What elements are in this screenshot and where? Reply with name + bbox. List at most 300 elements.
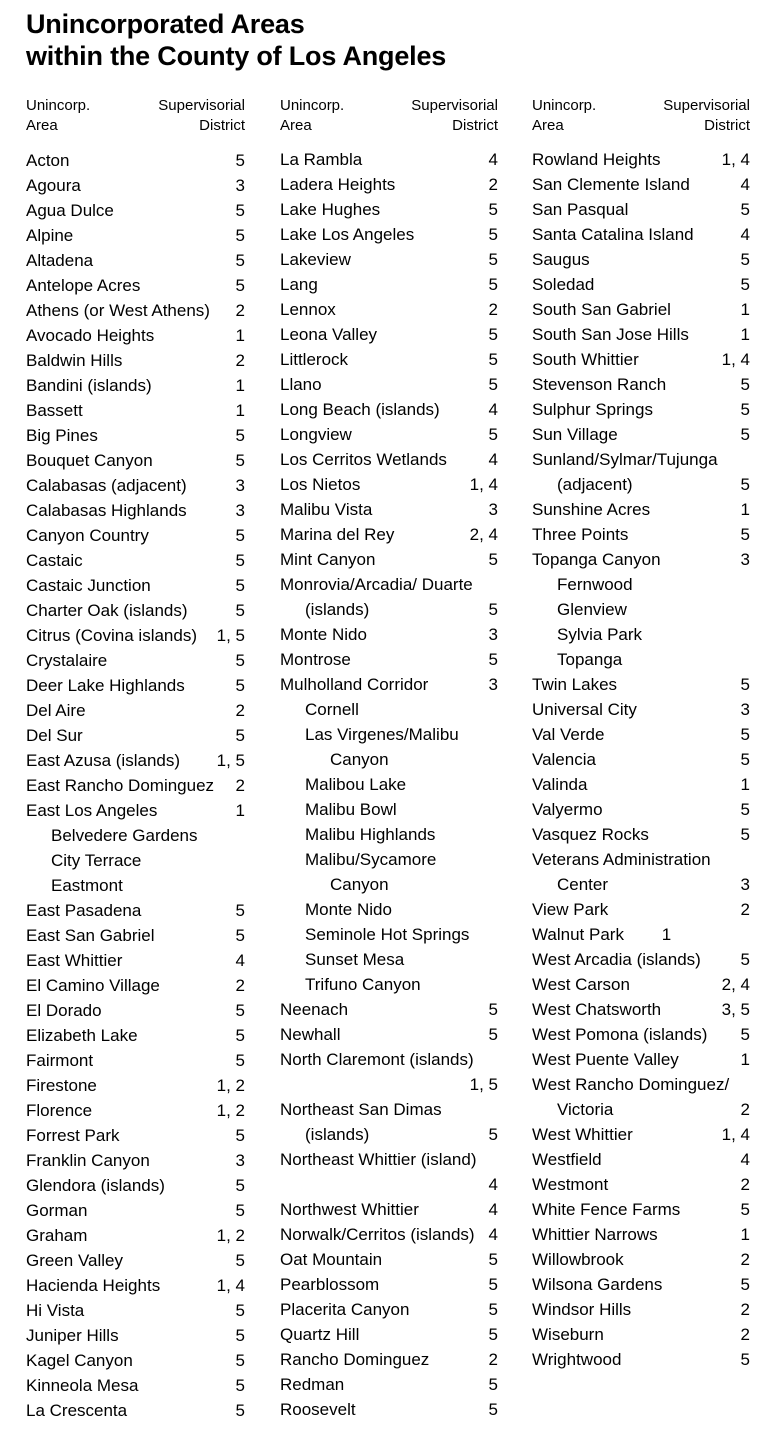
- area-name: Green Valley: [26, 1251, 124, 1270]
- area-name: Glendora (islands): [26, 1176, 165, 1195]
- area-name: Valinda: [532, 775, 588, 794]
- table-row: [26, 1023, 245, 1048]
- area-name: Alpine: [26, 226, 74, 245]
- district-number: 5: [235, 576, 245, 595]
- area-name: Cornell: [305, 700, 359, 719]
- table-row: [532, 497, 750, 522]
- table-row: [26, 448, 245, 473]
- district-number: 5: [488, 1000, 498, 1019]
- area-name: Lakeview: [280, 250, 351, 269]
- table-row: [532, 647, 750, 672]
- table-row: [26, 173, 245, 198]
- area-name: Newhall: [280, 1025, 341, 1044]
- table-row: [532, 997, 750, 1022]
- area-name: South San Jose Hills: [532, 325, 689, 344]
- district-number: 5: [488, 1375, 498, 1394]
- table-row: [26, 1173, 245, 1198]
- area-list: [532, 147, 750, 1372]
- area-name: Antelope Acres: [26, 276, 141, 295]
- area-name: White Fence Farms: [532, 1200, 681, 1219]
- table-row: [26, 1248, 245, 1273]
- area-name: San Clemente Island: [532, 175, 690, 194]
- district-number: 3: [235, 1151, 245, 1170]
- district-number: 5: [235, 201, 245, 220]
- district-number: 5: [235, 1401, 245, 1420]
- area-name: Glenview: [557, 600, 627, 619]
- district-number: 5: [235, 1126, 245, 1145]
- district-number: 3: [488, 500, 498, 519]
- table-row: [532, 622, 750, 647]
- area-name: Lake Los Angeles: [280, 225, 415, 244]
- table-row: [280, 622, 498, 647]
- district-number: 1: [235, 401, 245, 420]
- district-number: 5: [488, 650, 498, 669]
- district-number: 5: [488, 200, 498, 219]
- area-name: Castaic Junction: [26, 576, 151, 595]
- area-name: (islands): [305, 600, 370, 619]
- district-number: 2: [740, 1300, 750, 1319]
- area-name: Sylvia Park: [557, 625, 643, 644]
- table-row: [280, 672, 498, 697]
- district-number: 5: [740, 375, 750, 394]
- area-name: Hi Vista: [26, 1301, 85, 1320]
- area-name: West Whittier: [532, 1125, 633, 1144]
- area-name: East Los Angeles: [26, 801, 158, 820]
- district-number: 2: [740, 1175, 750, 1194]
- table-row: [280, 1022, 498, 1047]
- table-row: [26, 523, 245, 548]
- table-row: [26, 1223, 245, 1248]
- table-row: [26, 798, 245, 823]
- table-row: [280, 872, 498, 897]
- table-row: [26, 1298, 245, 1323]
- district-number: 5: [235, 1376, 245, 1395]
- area-name: Kinneola Mesa: [26, 1376, 139, 1395]
- table-row: [26, 473, 245, 498]
- table-row: [26, 1373, 245, 1398]
- district-number: 5: [235, 1001, 245, 1020]
- district-number: 5: [488, 375, 498, 394]
- table-row: [26, 1273, 245, 1298]
- table-row: [26, 1398, 245, 1423]
- table-row: [26, 948, 245, 973]
- area-name: Baldwin Hills: [26, 351, 123, 370]
- district-number: 5: [235, 251, 245, 270]
- district-number: 5: [235, 1026, 245, 1045]
- district-number: 5: [235, 426, 245, 445]
- table-row: [280, 397, 498, 422]
- district-number: 5: [488, 425, 498, 444]
- area-name: Wiseburn: [532, 1325, 604, 1344]
- area-name: Bassett: [26, 401, 83, 420]
- table-row: [26, 598, 245, 623]
- table-row: [280, 1372, 498, 1397]
- district-number: 2: [235, 301, 245, 320]
- district-number: 1: [235, 376, 245, 395]
- area-name: Rowland Heights: [532, 150, 661, 169]
- table-row: [26, 748, 245, 773]
- area-name: Trifuno Canyon: [305, 975, 421, 994]
- table-row: [532, 747, 750, 772]
- area-name: La Rambla: [280, 150, 363, 169]
- area-name: West Pomona (islands): [532, 1025, 708, 1044]
- table-row: [532, 547, 750, 572]
- area-name: La Crescenta: [26, 1401, 128, 1420]
- district-number: 5: [740, 725, 750, 744]
- page-title: [26, 8, 446, 72]
- area-name: Lake Hughes: [280, 200, 381, 219]
- area-name: Saugus: [532, 250, 590, 269]
- table-row: [280, 547, 498, 572]
- table-row: [532, 172, 750, 197]
- district-number: 5: [235, 1326, 245, 1345]
- area-name: Fernwood: [557, 575, 633, 594]
- table-row: [532, 372, 750, 397]
- table-row: [26, 423, 245, 448]
- table-row: [532, 822, 750, 847]
- district-number: 2: [235, 976, 245, 995]
- table-row: [280, 497, 498, 522]
- district-number: 5: [488, 1400, 498, 1419]
- district-number: 1: [740, 325, 750, 344]
- table-row: [26, 273, 245, 298]
- table-row: [280, 347, 498, 372]
- area-name: Placerita Canyon: [280, 1300, 410, 1319]
- area-name: Northeast Whittier (island): [280, 1150, 477, 1169]
- area-name: Lennox: [280, 300, 336, 319]
- district-number: 5: [235, 551, 245, 570]
- table-row: [280, 247, 498, 272]
- table-row: [26, 898, 245, 923]
- district-number: 2, 4: [721, 975, 750, 994]
- area-name: Val Verde: [532, 725, 605, 744]
- table-row: [26, 498, 245, 523]
- district-number: 1, 2: [216, 1076, 245, 1095]
- area-name: Long Beach (islands): [280, 400, 440, 419]
- area-name: Franklin Canyon: [26, 1151, 150, 1170]
- area-name: Marina del Rey: [280, 525, 395, 544]
- table-row: [280, 272, 498, 297]
- area-name: Pearblossom: [280, 1275, 380, 1294]
- district-number: 2: [235, 701, 245, 720]
- district-number: 5: [740, 1275, 750, 1294]
- table-row: [280, 1322, 498, 1347]
- area-name: South San Gabriel: [532, 300, 671, 319]
- area-name: Citrus (Covina islands): [26, 626, 197, 645]
- area-name: Florence: [26, 1101, 93, 1120]
- area-name: Wilsona Gardens: [532, 1275, 663, 1294]
- area-name: Malibou Lake: [305, 775, 407, 794]
- district-number: 4: [488, 400, 498, 419]
- table-row: [532, 422, 750, 447]
- district-number: 3, 5: [721, 1000, 750, 1019]
- district-number: 4: [740, 175, 750, 194]
- table-row: [26, 973, 245, 998]
- table-row: [532, 197, 750, 222]
- table-row: [280, 1272, 498, 1297]
- table-row: [26, 873, 245, 898]
- area-name: Sulphur Springs: [532, 400, 653, 419]
- table-row: [280, 172, 498, 197]
- area-name: Northwest Whittier: [280, 1200, 419, 1219]
- district-number: 5: [740, 750, 750, 769]
- area-column-2: [280, 96, 498, 1419]
- table-row: [532, 572, 750, 597]
- area-name: Gorman: [26, 1201, 88, 1220]
- table-row: [26, 1198, 245, 1223]
- area-name: Forrest Park: [26, 1126, 120, 1145]
- table-row: [26, 573, 245, 598]
- area-name: Montrose: [280, 650, 351, 669]
- table-row: [280, 697, 498, 722]
- table-row: [280, 722, 498, 747]
- area-name: Malibu/Sycamore: [305, 850, 437, 869]
- district-number: 3: [740, 700, 750, 719]
- district-number: 5: [235, 1201, 245, 1220]
- district-number: 5: [235, 526, 245, 545]
- area-name: Quartz Hill: [280, 1325, 360, 1344]
- table-row: [280, 997, 498, 1022]
- area-name: Littlerock: [280, 350, 349, 369]
- table-row: [26, 148, 245, 173]
- district-number: 3: [235, 176, 245, 195]
- area-name: Westfield: [532, 1150, 602, 1169]
- area-name: East Whittier: [26, 951, 123, 970]
- area-name: Windsor Hills: [532, 1300, 632, 1319]
- table-row: [280, 222, 498, 247]
- table-row: [26, 373, 245, 398]
- table-row: [26, 848, 245, 873]
- table-row: [532, 272, 750, 297]
- area-name: Juniper Hills: [26, 1326, 119, 1345]
- table-row: [26, 698, 245, 723]
- table-row: [532, 297, 750, 322]
- table-row: [26, 223, 245, 248]
- district-number: 5: [740, 675, 750, 694]
- area-header: Unincorp. Area: [26, 97, 91, 134]
- table-row: [26, 998, 245, 1023]
- district-number: 5: [488, 325, 498, 344]
- table-row: [532, 1147, 750, 1172]
- table-row: [280, 422, 498, 447]
- area-name: Victoria: [557, 1100, 614, 1119]
- district-number: 1: [740, 1225, 750, 1244]
- area-name: West Puente Valley: [532, 1050, 679, 1069]
- table-row: [532, 1222, 750, 1247]
- table-row: [532, 922, 750, 947]
- district-number: 5: [235, 226, 245, 245]
- area-name: (adjacent): [557, 475, 633, 494]
- area-name: Valencia: [532, 750, 596, 769]
- area-name: Crystalaire: [26, 651, 108, 670]
- district-number: 5: [740, 475, 750, 494]
- table-row: [532, 1072, 750, 1097]
- title-line-2: within the County of Los Angeles: [26, 41, 447, 71]
- area-name: Topanga Canyon: [532, 550, 661, 569]
- table-row: [26, 648, 245, 673]
- area-name: East Rancho Dominguez: [26, 776, 215, 795]
- table-row: [280, 322, 498, 347]
- district-number: 1: [740, 300, 750, 319]
- district-number: 5: [488, 1025, 498, 1044]
- area-name: South Whittier: [532, 350, 639, 369]
- district-number: 4: [488, 450, 498, 469]
- table-row: [280, 822, 498, 847]
- area-name: Belvedere Gardens: [51, 826, 198, 845]
- district-number: 4: [235, 951, 245, 970]
- table-row: [532, 697, 750, 722]
- district-number: 2: [740, 1100, 750, 1119]
- area-name: Norwalk/Cerritos (islands): [280, 1225, 475, 1244]
- area-name: Canyon: [330, 875, 389, 894]
- district-number: 5: [740, 1200, 750, 1219]
- area-name: Malibu Bowl: [305, 800, 397, 819]
- table-row: [280, 1147, 498, 1172]
- district-number: 4: [488, 150, 498, 169]
- district-number: 5: [235, 1176, 245, 1195]
- table-row: [532, 347, 750, 372]
- district-number: 5: [235, 1351, 245, 1370]
- area-name: Lang: [280, 275, 318, 294]
- district-number: 5: [740, 1025, 750, 1044]
- district-number: 5: [740, 800, 750, 819]
- area-name: Three Points: [532, 525, 629, 544]
- table-row: [280, 1397, 498, 1422]
- district-number: 5: [235, 151, 245, 170]
- district-number: 1: [740, 500, 750, 519]
- table-row: [280, 1297, 498, 1322]
- area-name: Los Nietos: [280, 475, 361, 494]
- area-name: Elizabeth Lake: [26, 1026, 138, 1045]
- table-row: [532, 1047, 750, 1072]
- district-number: 4: [740, 1150, 750, 1169]
- area-name: Monrovia/Arcadia/ Duarte: [280, 575, 473, 594]
- district-number: 5: [488, 225, 498, 244]
- table-row: [280, 772, 498, 797]
- district-number: 5: [488, 275, 498, 294]
- table-row: [280, 922, 498, 947]
- table-row: [26, 1323, 245, 1348]
- table-row: [26, 1098, 245, 1123]
- district-number: 5: [488, 250, 498, 269]
- table-row: [532, 772, 750, 797]
- table-row: [280, 1347, 498, 1372]
- table-row: [532, 522, 750, 547]
- table-row: [280, 597, 498, 622]
- table-row: [280, 522, 498, 547]
- area-name: Calabasas (adjacent): [26, 476, 187, 495]
- title-line-1: Unincorporated Areas: [26, 9, 305, 39]
- table-row: [280, 897, 498, 922]
- district-number: 5: [488, 1300, 498, 1319]
- area-name: Sun Village: [532, 425, 618, 444]
- district-number: 2: [740, 900, 750, 919]
- district-number: 1, 2: [216, 1101, 245, 1120]
- table-row: [280, 1122, 498, 1147]
- column-header: [26, 96, 245, 136]
- area-name: Los Cerritos Wetlands: [280, 450, 447, 469]
- area-name: Seminole Hot Springs: [305, 925, 470, 944]
- area-name: Malibu Highlands: [305, 825, 436, 844]
- area-name: (islands): [305, 1125, 370, 1144]
- district-number: 3: [235, 476, 245, 495]
- district-number: 5: [488, 1325, 498, 1344]
- area-name: Walnut Park 1: [532, 925, 672, 944]
- table-row: [532, 322, 750, 347]
- district-number: 1, 2: [216, 1226, 245, 1245]
- area-name: Valyermo: [532, 800, 603, 819]
- area-name: West Carson: [532, 975, 630, 994]
- table-row: [280, 1247, 498, 1272]
- table-row: [532, 672, 750, 697]
- area-name: Graham: [26, 1226, 88, 1245]
- area-name: Fairmont: [26, 1051, 94, 1070]
- table-row: [532, 1297, 750, 1322]
- table-row: [280, 1197, 498, 1222]
- area-name: Westmont: [532, 1175, 609, 1194]
- column-header: [280, 96, 498, 136]
- area-name: Altadena: [26, 251, 94, 270]
- table-row: [280, 972, 498, 997]
- area-name: Canyon Country: [26, 526, 149, 545]
- district-number: 1, 4: [216, 1276, 245, 1295]
- area-name: Canyon: [330, 750, 389, 769]
- area-name: Hacienda Heights: [26, 1276, 161, 1295]
- district-number: 1, 4: [721, 350, 750, 369]
- table-row: [532, 472, 750, 497]
- district-number: 3: [488, 625, 498, 644]
- district-number: 1: [235, 801, 245, 820]
- area-name: Willowbrook: [532, 1250, 624, 1269]
- area-name: Calabasas Highlands: [26, 501, 187, 520]
- district-number: 5: [235, 451, 245, 470]
- table-row: [280, 372, 498, 397]
- table-row: [280, 1072, 498, 1097]
- district-number: 2: [235, 351, 245, 370]
- area-name: West Arcadia (islands): [532, 950, 701, 969]
- district-number: 5: [488, 550, 498, 569]
- table-row: [532, 847, 750, 872]
- district-number: 4: [488, 1225, 498, 1244]
- table-row: [532, 447, 750, 472]
- table-row: [280, 147, 498, 172]
- area-name: Mint Canyon: [280, 550, 376, 569]
- area-name: Universal City: [532, 700, 637, 719]
- area-list: [26, 148, 245, 1423]
- district-number: 5: [235, 726, 245, 745]
- table-row: [26, 1048, 245, 1073]
- district-number: 1, 5: [469, 1075, 498, 1094]
- area-name: Sunland/Sylmar/Tujunga: [532, 450, 718, 469]
- table-row: [26, 823, 245, 848]
- district-number: 2: [488, 1350, 498, 1369]
- area-name: Deer Lake Highlands: [26, 676, 185, 695]
- district-number: 2: [488, 175, 498, 194]
- district-number: 5: [235, 1051, 245, 1070]
- area-name: Avocado Heights: [26, 326, 155, 345]
- area-name: Eastmont: [51, 876, 123, 895]
- table-row: [532, 1022, 750, 1047]
- district-number: 2: [235, 776, 245, 795]
- table-row: [532, 872, 750, 897]
- district-number: 3: [488, 675, 498, 694]
- district-number: 2: [488, 300, 498, 319]
- area-name: City Terrace: [51, 851, 142, 870]
- area-name: View Park: [532, 900, 609, 919]
- table-row: [532, 722, 750, 747]
- area-name: Llano: [280, 375, 322, 394]
- table-row: [532, 222, 750, 247]
